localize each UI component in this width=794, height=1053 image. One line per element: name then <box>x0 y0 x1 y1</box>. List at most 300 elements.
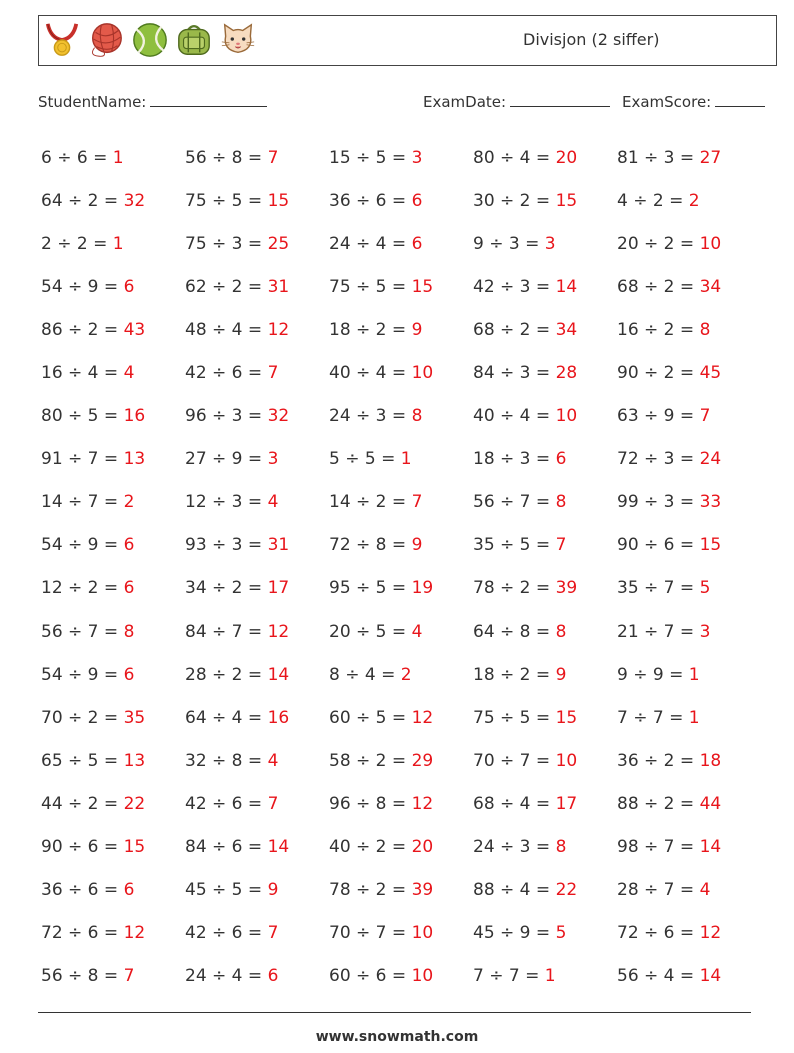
problem-question: 21 ÷ 7 = <box>617 621 695 642</box>
problem-cell <box>473 148 617 168</box>
problem-cell <box>329 191 473 211</box>
problem-question: 45 ÷ 9 = <box>473 923 551 944</box>
problem-question: 12 ÷ 2 = <box>41 578 119 599</box>
problem-cell <box>185 449 329 469</box>
problem-cell <box>41 406 185 426</box>
problem-answer: 1 <box>112 147 124 168</box>
problem-cell <box>185 966 329 986</box>
problem-answer: 16 <box>123 406 146 427</box>
problem-answer: 4 <box>411 621 423 642</box>
problem-question: 40 ÷ 4 = <box>329 363 407 384</box>
problem-answer: 4 <box>267 492 279 513</box>
problem-answer: 12 <box>411 707 434 728</box>
header-icons <box>43 21 257 59</box>
student-name-label: StudentName: <box>38 93 147 111</box>
problem-cell <box>185 277 329 297</box>
problem-cell <box>329 320 473 340</box>
problem-cell <box>617 234 761 254</box>
problem-answer: 6 <box>411 233 423 254</box>
problem-answer: 1 <box>400 449 412 470</box>
problem-cell <box>473 622 617 642</box>
problem-question: 78 ÷ 2 = <box>329 880 407 901</box>
problem-question: 34 ÷ 2 = <box>185 578 263 599</box>
problem-question: 84 ÷ 7 = <box>185 621 263 642</box>
problem-cell <box>185 923 329 943</box>
problem-cell <box>617 665 761 685</box>
problem-question: 2 ÷ 2 = <box>41 233 108 254</box>
problem-question: 9 ÷ 3 = <box>473 233 540 254</box>
problem-answer: 4 <box>699 880 711 901</box>
problem-question: 56 ÷ 8 = <box>41 966 119 987</box>
worksheet-title: Divisjon (2 siffer) <box>523 30 660 49</box>
problem-row <box>41 265 761 308</box>
problem-answer: 32 <box>123 190 146 211</box>
problem-answer: 14 <box>267 664 290 685</box>
worksheet-header <box>38 15 777 66</box>
problem-question: 48 ÷ 4 = <box>185 319 263 340</box>
problem-question: 60 ÷ 5 = <box>329 707 407 728</box>
problem-answer: 3 <box>411 147 423 168</box>
problem-answer: 7 <box>123 966 135 987</box>
problem-answer: 13 <box>123 750 146 771</box>
problem-answer: 25 <box>267 233 290 254</box>
problem-question: 24 ÷ 4 = <box>329 233 407 254</box>
problem-question: 8 ÷ 4 = <box>329 664 396 685</box>
problem-question: 27 ÷ 9 = <box>185 449 263 470</box>
problem-question: 68 ÷ 2 = <box>473 319 551 340</box>
problem-cell <box>41 148 185 168</box>
problem-question: 42 ÷ 6 = <box>185 363 263 384</box>
problem-answer: 12 <box>267 319 290 340</box>
problem-answer: 3 <box>699 621 711 642</box>
problem-cell <box>617 535 761 555</box>
problem-cell <box>41 492 185 512</box>
footer-rule <box>38 1012 751 1013</box>
problem-cell <box>329 492 473 512</box>
problem-cell <box>185 578 329 598</box>
problem-question: 90 ÷ 6 = <box>617 535 695 556</box>
problem-cell <box>473 449 617 469</box>
problem-answer: 29 <box>411 750 434 771</box>
problem-cell <box>617 751 761 771</box>
problem-answer: 45 <box>699 363 722 384</box>
problem-answer: 9 <box>411 319 423 340</box>
problem-cell <box>473 492 617 512</box>
problem-cell <box>185 622 329 642</box>
problem-question: 40 ÷ 4 = <box>473 406 551 427</box>
problem-answer: 10 <box>411 923 434 944</box>
problem-question: 28 ÷ 2 = <box>185 664 263 685</box>
problem-answer: 15 <box>555 707 578 728</box>
problem-cell <box>617 363 761 383</box>
problem-row <box>41 395 761 438</box>
problem-cell <box>185 794 329 814</box>
problem-question: 54 ÷ 9 = <box>41 664 119 685</box>
problem-cell <box>617 622 761 642</box>
problem-row <box>41 912 761 955</box>
problem-answer: 2 <box>123 492 135 513</box>
problem-cell <box>617 578 761 598</box>
problem-cell <box>473 578 617 598</box>
problem-cell <box>473 363 617 383</box>
problem-question: 42 ÷ 6 = <box>185 923 263 944</box>
problem-question: 80 ÷ 4 = <box>473 147 551 168</box>
problem-answer: 7 <box>555 535 567 556</box>
problem-cell <box>41 535 185 555</box>
exam-date-field <box>423 92 610 111</box>
problem-cell <box>617 320 761 340</box>
problem-cell <box>473 751 617 771</box>
problem-cell <box>329 837 473 857</box>
problem-cell <box>473 191 617 211</box>
problem-answer: 8 <box>555 621 567 642</box>
problem-question: 42 ÷ 3 = <box>473 276 551 297</box>
problem-row <box>41 308 761 351</box>
problem-answer: 43 <box>123 319 146 340</box>
problem-answer: 6 <box>267 966 279 987</box>
problem-cell <box>185 837 329 857</box>
problem-cell <box>329 535 473 555</box>
problem-cell <box>329 578 473 598</box>
problem-answer: 28 <box>555 363 578 384</box>
problem-cell <box>473 234 617 254</box>
problem-question: 86 ÷ 2 = <box>41 319 119 340</box>
problem-question: 75 ÷ 5 = <box>473 707 551 728</box>
problem-answer: 44 <box>699 793 722 814</box>
problem-cell <box>41 622 185 642</box>
problem-answer: 8 <box>555 492 567 513</box>
problem-cell <box>185 492 329 512</box>
problem-answer: 14 <box>699 837 722 858</box>
problem-answer: 35 <box>123 707 146 728</box>
problem-cell <box>473 320 617 340</box>
problem-answer: 12 <box>123 923 146 944</box>
problem-cell <box>185 363 329 383</box>
problem-question: 54 ÷ 9 = <box>41 276 119 297</box>
problem-cell <box>329 363 473 383</box>
problem-cell <box>617 191 761 211</box>
problem-question: 54 ÷ 9 = <box>41 535 119 556</box>
problem-answer: 13 <box>123 449 146 470</box>
problem-cell <box>329 708 473 728</box>
problem-question: 14 ÷ 7 = <box>41 492 119 513</box>
problem-row <box>41 136 761 179</box>
problem-row <box>41 179 761 222</box>
problem-cell <box>329 148 473 168</box>
problem-answer: 18 <box>699 750 722 771</box>
problem-question: 56 ÷ 7 = <box>473 492 551 513</box>
yarn-ball-icon <box>87 21 125 59</box>
problem-question: 18 ÷ 2 = <box>473 664 551 685</box>
problem-answer: 12 <box>267 621 290 642</box>
student-name-field <box>38 92 267 111</box>
problem-question: 9 ÷ 9 = <box>617 664 684 685</box>
problem-answer: 8 <box>555 837 567 858</box>
problem-answer: 20 <box>411 837 434 858</box>
exam-date-label: ExamDate: <box>423 93 507 111</box>
exam-score-field <box>622 92 765 111</box>
problem-answer: 10 <box>699 233 722 254</box>
footer-url: www.snowmath.com <box>315 1029 479 1045</box>
problem-cell <box>617 449 761 469</box>
problem-question: 24 ÷ 4 = <box>185 966 263 987</box>
problem-cell <box>329 794 473 814</box>
problem-answer: 10 <box>411 363 434 384</box>
problem-question: 36 ÷ 2 = <box>617 750 695 771</box>
problem-question: 70 ÷ 7 = <box>329 923 407 944</box>
problem-question: 84 ÷ 3 = <box>473 363 551 384</box>
problem-answer: 1 <box>544 966 556 987</box>
problem-cell <box>473 535 617 555</box>
problem-question: 7 ÷ 7 = <box>617 707 684 728</box>
problem-question: 63 ÷ 9 = <box>617 406 695 427</box>
problem-question: 98 ÷ 7 = <box>617 837 695 858</box>
problem-answer: 15 <box>411 276 434 297</box>
problem-question: 78 ÷ 2 = <box>473 578 551 599</box>
problem-cell <box>617 406 761 426</box>
problem-answer: 16 <box>267 707 290 728</box>
problem-answer: 4 <box>267 750 279 771</box>
problem-question: 5 ÷ 5 = <box>329 449 396 470</box>
problem-answer: 14 <box>267 837 290 858</box>
problem-row <box>41 222 761 265</box>
problem-cell <box>41 751 185 771</box>
problem-question: 18 ÷ 2 = <box>329 319 407 340</box>
problem-cell <box>617 708 761 728</box>
problem-question: 68 ÷ 4 = <box>473 793 551 814</box>
problem-question: 81 ÷ 3 = <box>617 147 695 168</box>
problem-cell <box>329 966 473 986</box>
problem-cell <box>185 880 329 900</box>
problem-cell <box>473 794 617 814</box>
problem-question: 72 ÷ 3 = <box>617 449 695 470</box>
problem-answer: 9 <box>411 535 423 556</box>
problem-answer: 3 <box>267 449 279 470</box>
problem-answer: 1 <box>112 233 124 254</box>
problem-grid <box>41 136 761 998</box>
problem-answer: 15 <box>123 837 146 858</box>
problem-question: 99 ÷ 3 = <box>617 492 695 513</box>
problem-cell <box>329 622 473 642</box>
problem-cell <box>185 234 329 254</box>
problem-question: 20 ÷ 2 = <box>617 233 695 254</box>
problem-cell <box>41 794 185 814</box>
problem-answer: 7 <box>267 923 279 944</box>
problem-question: 44 ÷ 2 = <box>41 793 119 814</box>
problem-row <box>41 481 761 524</box>
problem-answer: 7 <box>267 363 279 384</box>
problem-question: 42 ÷ 6 = <box>185 793 263 814</box>
problem-row <box>41 567 761 610</box>
problem-question: 90 ÷ 6 = <box>41 837 119 858</box>
problem-cell <box>473 277 617 297</box>
problem-answer: 6 <box>123 276 135 297</box>
problem-answer: 31 <box>267 276 290 297</box>
problem-cell <box>185 406 329 426</box>
problem-cell <box>329 751 473 771</box>
cat-face-icon <box>219 21 257 59</box>
problem-question: 64 ÷ 8 = <box>473 621 551 642</box>
problem-answer: 27 <box>699 147 722 168</box>
problem-cell <box>41 363 185 383</box>
problem-answer: 12 <box>411 793 434 814</box>
problem-cell <box>185 320 329 340</box>
problem-question: 14 ÷ 2 = <box>329 492 407 513</box>
problem-cell <box>41 966 185 986</box>
problem-answer: 39 <box>555 578 578 599</box>
problem-question: 96 ÷ 8 = <box>329 793 407 814</box>
problem-answer: 10 <box>411 966 434 987</box>
problem-answer: 12 <box>699 923 722 944</box>
problem-answer: 34 <box>555 319 578 340</box>
problem-answer: 15 <box>555 190 578 211</box>
problem-question: 88 ÷ 2 = <box>617 793 695 814</box>
problem-row <box>41 524 761 567</box>
problem-row <box>41 826 761 869</box>
problem-question: 60 ÷ 6 = <box>329 966 407 987</box>
problem-question: 84 ÷ 6 = <box>185 837 263 858</box>
problem-cell <box>41 923 185 943</box>
problem-answer: 4 <box>123 363 135 384</box>
problem-answer: 19 <box>411 578 434 599</box>
problem-question: 75 ÷ 5 = <box>329 276 407 297</box>
problem-answer: 17 <box>267 578 290 599</box>
problem-cell <box>41 837 185 857</box>
problem-question: 20 ÷ 5 = <box>329 621 407 642</box>
problem-answer: 22 <box>555 880 578 901</box>
problem-cell <box>329 449 473 469</box>
problem-question: 36 ÷ 6 = <box>41 880 119 901</box>
problem-answer: 6 <box>123 664 135 685</box>
problem-row <box>41 955 761 998</box>
problem-cell <box>185 148 329 168</box>
problem-question: 16 ÷ 4 = <box>41 363 119 384</box>
problem-question: 56 ÷ 8 = <box>185 147 263 168</box>
problem-answer: 1 <box>688 707 700 728</box>
problem-question: 62 ÷ 2 = <box>185 276 263 297</box>
problem-cell <box>473 665 617 685</box>
problem-question: 16 ÷ 2 = <box>617 319 695 340</box>
problem-answer: 17 <box>555 793 578 814</box>
problem-question: 75 ÷ 5 = <box>185 190 263 211</box>
problem-answer: 7 <box>267 793 279 814</box>
problem-cell <box>617 837 761 857</box>
problem-answer: 5 <box>699 578 711 599</box>
problem-question: 24 ÷ 3 = <box>329 406 407 427</box>
problem-question: 4 ÷ 2 = <box>617 190 684 211</box>
problem-cell <box>41 320 185 340</box>
problem-answer: 15 <box>267 190 290 211</box>
problem-row <box>41 653 761 696</box>
problem-row <box>41 869 761 912</box>
problem-question: 91 ÷ 7 = <box>41 449 119 470</box>
problem-answer: 8 <box>411 406 423 427</box>
problem-question: 72 ÷ 6 = <box>41 923 119 944</box>
problem-question: 93 ÷ 3 = <box>185 535 263 556</box>
problem-question: 18 ÷ 3 = <box>473 449 551 470</box>
tennis-ball-icon <box>131 21 169 59</box>
problem-cell <box>473 966 617 986</box>
problem-cell <box>329 665 473 685</box>
problem-answer: 15 <box>699 535 722 556</box>
problem-answer: 24 <box>699 449 722 470</box>
problem-answer: 2 <box>400 664 412 685</box>
problem-cell <box>473 923 617 943</box>
problem-answer: 7 <box>411 492 423 513</box>
problem-question: 64 ÷ 2 = <box>41 190 119 211</box>
problem-cell <box>617 492 761 512</box>
problem-question: 35 ÷ 5 = <box>473 535 551 556</box>
problem-answer: 9 <box>555 664 567 685</box>
problem-question: 65 ÷ 5 = <box>41 750 119 771</box>
problem-answer: 33 <box>699 492 722 513</box>
problem-cell <box>41 234 185 254</box>
problem-cell <box>617 923 761 943</box>
problem-question: 56 ÷ 4 = <box>617 966 695 987</box>
problem-cell <box>473 880 617 900</box>
problem-question: 72 ÷ 8 = <box>329 535 407 556</box>
problem-answer: 7 <box>267 147 279 168</box>
problem-cell <box>185 665 329 685</box>
problem-answer: 10 <box>555 406 578 427</box>
problem-question: 28 ÷ 7 = <box>617 880 695 901</box>
problem-question: 40 ÷ 2 = <box>329 837 407 858</box>
problem-cell <box>617 880 761 900</box>
problem-cell <box>617 277 761 297</box>
problem-answer: 22 <box>123 793 146 814</box>
problem-question: 30 ÷ 2 = <box>473 190 551 211</box>
medal-icon <box>43 21 81 59</box>
problem-question: 56 ÷ 7 = <box>41 621 119 642</box>
problem-question: 70 ÷ 7 = <box>473 750 551 771</box>
problem-cell <box>617 148 761 168</box>
problem-cell <box>329 277 473 297</box>
problem-cell <box>185 191 329 211</box>
problem-question: 24 ÷ 3 = <box>473 837 551 858</box>
exam-score-blank <box>715 92 765 107</box>
problem-question: 7 ÷ 7 = <box>473 966 540 987</box>
problem-question: 96 ÷ 3 = <box>185 406 263 427</box>
problem-question: 12 ÷ 3 = <box>185 492 263 513</box>
problem-cell <box>41 191 185 211</box>
problem-cell <box>41 449 185 469</box>
problem-answer: 34 <box>699 276 722 297</box>
student-name-blank <box>150 92 267 107</box>
problem-answer: 32 <box>267 406 290 427</box>
problem-question: 15 ÷ 5 = <box>329 147 407 168</box>
problem-question: 88 ÷ 4 = <box>473 880 551 901</box>
problem-question: 35 ÷ 7 = <box>617 578 695 599</box>
problem-answer: 5 <box>555 923 567 944</box>
problem-question: 45 ÷ 5 = <box>185 880 263 901</box>
problem-answer: 8 <box>123 621 135 642</box>
problem-question: 70 ÷ 2 = <box>41 707 119 728</box>
problem-answer: 14 <box>699 966 722 987</box>
problem-cell <box>41 277 185 297</box>
problem-row <box>41 696 761 739</box>
problem-cell <box>329 234 473 254</box>
problem-cell <box>41 665 185 685</box>
problem-cell <box>185 751 329 771</box>
problem-question: 32 ÷ 8 = <box>185 750 263 771</box>
problem-cell <box>473 406 617 426</box>
problem-question: 75 ÷ 3 = <box>185 233 263 254</box>
problem-answer: 39 <box>411 880 434 901</box>
problem-question: 90 ÷ 2 = <box>617 363 695 384</box>
problem-question: 95 ÷ 5 = <box>329 578 407 599</box>
problem-answer: 10 <box>555 750 578 771</box>
problem-question: 36 ÷ 6 = <box>329 190 407 211</box>
